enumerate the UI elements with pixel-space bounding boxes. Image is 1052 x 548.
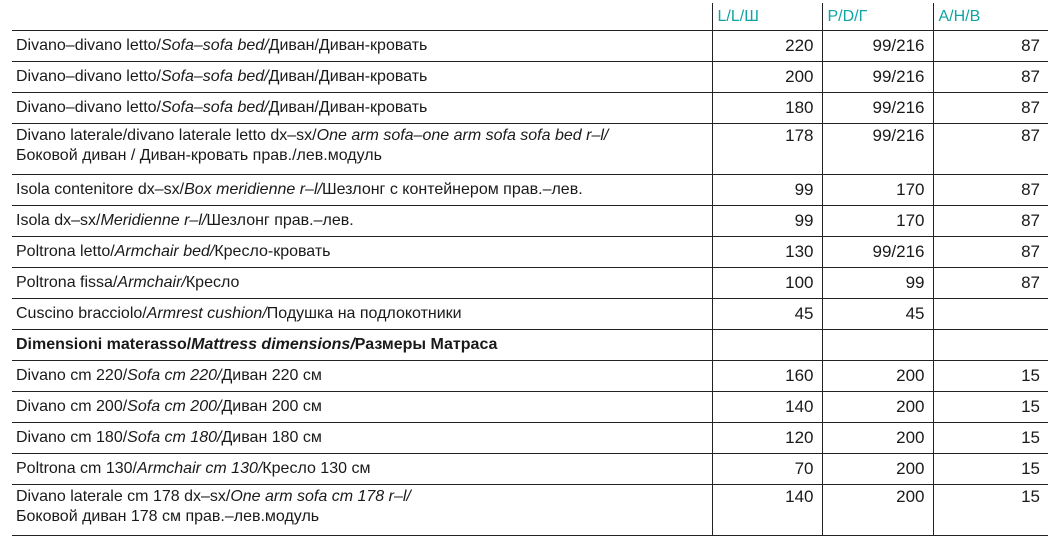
- description-english: Armchair cm 130/: [136, 460, 263, 477]
- value-height: 87: [933, 237, 1048, 268]
- value-height: 15: [933, 454, 1048, 485]
- value-length: 70: [712, 454, 822, 485]
- description-russian: Размеры Матраса: [354, 336, 498, 353]
- value-length: 160: [712, 361, 822, 392]
- description-italian: Divano–divano letto/: [16, 99, 161, 116]
- value-height: 87: [933, 62, 1048, 93]
- row-description: [12, 268, 712, 299]
- row-description: [12, 330, 712, 361]
- row-description: [12, 361, 712, 392]
- value-height: 15: [933, 392, 1048, 423]
- header-height: A/H/B: [933, 3, 1048, 31]
- table-row: [12, 175, 1048, 206]
- description-italian: Divano cm 220/: [16, 367, 128, 384]
- value-length: 220: [712, 31, 822, 62]
- value-length: 200: [712, 62, 822, 93]
- table-row: [12, 299, 1048, 330]
- value-depth: 99/216: [822, 31, 933, 62]
- description-italian: Poltrona letto/: [16, 243, 115, 260]
- row-description: [12, 31, 712, 62]
- value-height: 15: [933, 485, 1048, 536]
- description-italian: Isola dx–sx/: [16, 212, 101, 229]
- value-depth: 200: [822, 361, 933, 392]
- description-english: Armrest cushion/: [146, 305, 267, 322]
- value-length: 140: [712, 392, 822, 423]
- description-english: Armchair bed/: [114, 243, 215, 260]
- header-row: [12, 3, 1048, 31]
- row-description: [12, 124, 712, 175]
- description-italian: Divano laterale/divano laterale letto dx–sx/: [16, 127, 317, 144]
- value-length: 45: [712, 299, 822, 330]
- description-english: Box meridienne r–l/: [184, 181, 322, 198]
- description-english: Mattress dimensions/: [191, 336, 355, 353]
- row-description: [12, 175, 712, 206]
- header-length: L/L/Ш: [712, 3, 822, 31]
- row-description: [12, 392, 712, 423]
- description-russian: Кресло: [185, 274, 240, 291]
- row-description: [12, 454, 712, 485]
- value-height: [933, 330, 1048, 361]
- dimensions-table: [12, 3, 1048, 536]
- description-russian: Диван 180 см: [221, 429, 322, 446]
- value-depth: 99/216: [822, 237, 933, 268]
- table-row: [12, 485, 1048, 536]
- description-russian: Диван/Диван-кровать: [268, 37, 428, 54]
- value-depth: 200: [822, 423, 933, 454]
- value-height: 87: [933, 93, 1048, 124]
- table-row: [12, 237, 1048, 268]
- row-description: [12, 206, 712, 237]
- value-length: 99: [712, 175, 822, 206]
- value-height: [933, 299, 1048, 330]
- description-english: One arm sofa–one arm sofa sofa bed r–l/: [316, 127, 609, 144]
- description-italian: Divano–divano letto/: [16, 68, 161, 85]
- description-italian: Divano laterale cm 178 dx–sx/: [16, 488, 231, 505]
- description-russian: Боковой диван / Диван-кровать прав./лев.модуль: [16, 147, 382, 164]
- value-depth: 170: [822, 175, 933, 206]
- value-height: 87: [933, 31, 1048, 62]
- section-row: [12, 330, 1048, 361]
- description-english: Sofa–sofa bed/: [160, 99, 269, 116]
- description-italian: Dimensioni materasso/: [16, 336, 192, 353]
- description-russian: Шезлонг прав.–лев.: [206, 212, 354, 229]
- dimensions-sheet: [12, 3, 1048, 536]
- description-russian: Шезлонг с контейнером прав.–лев.: [321, 181, 583, 198]
- description-english: Sofa cm 220/: [127, 367, 222, 384]
- value-height: 87: [933, 124, 1048, 175]
- table-header: [12, 3, 1048, 31]
- row-description: [12, 299, 712, 330]
- value-depth: 45: [822, 299, 933, 330]
- value-height: 87: [933, 175, 1048, 206]
- value-length: 99: [712, 206, 822, 237]
- value-depth: 99/216: [822, 62, 933, 93]
- description-russian: Диван 220 см: [221, 367, 322, 384]
- description-italian: Divano cm 200/: [16, 398, 128, 415]
- table-row: [12, 392, 1048, 423]
- description-russian: Диван/Диван-кровать: [268, 68, 428, 85]
- row-description: [12, 93, 712, 124]
- value-length: [712, 330, 822, 361]
- description-italian: Divano–divano letto/: [16, 37, 161, 54]
- description-english: Sofa–sofa bed/: [160, 37, 269, 54]
- table-row: [12, 268, 1048, 299]
- table-row: [12, 31, 1048, 62]
- header-description: [12, 3, 712, 31]
- table-row: [12, 423, 1048, 454]
- description-italian: Cuscino bracciolo/: [16, 305, 147, 322]
- value-length: 140: [712, 485, 822, 536]
- value-depth: 99: [822, 268, 933, 299]
- row-description: [12, 485, 712, 536]
- description-russian: Боковой диван 178 см прав.–лев.модуль: [16, 508, 320, 525]
- value-depth: 170: [822, 206, 933, 237]
- value-height: 87: [933, 206, 1048, 237]
- table-row: [12, 206, 1048, 237]
- value-length: 120: [712, 423, 822, 454]
- value-depth: 200: [822, 485, 933, 536]
- description-english: Sofa–sofa bed/: [160, 68, 269, 85]
- table-row: [12, 361, 1048, 392]
- description-italian: Isola contenitore dx–sx/: [16, 181, 185, 198]
- description-russian: Кресло-кровать: [214, 243, 331, 260]
- description-english: One arm sofa cm 178 r–l/: [230, 488, 411, 505]
- row-description: [12, 423, 712, 454]
- description-english: Sofa cm 180/: [127, 429, 222, 446]
- header-depth: P/D/Г: [822, 3, 933, 31]
- value-depth: 200: [822, 454, 933, 485]
- value-height: 15: [933, 423, 1048, 454]
- description-russian: Диван 200 см: [221, 398, 322, 415]
- table-row: [12, 454, 1048, 485]
- table-body: [12, 31, 1048, 536]
- value-depth: [822, 330, 933, 361]
- description-russian: Диван/Диван-кровать: [268, 99, 428, 116]
- value-depth: 99/216: [822, 93, 933, 124]
- value-height: 87: [933, 268, 1048, 299]
- description-italian: Divano cm 180/: [16, 429, 128, 446]
- value-height: 15: [933, 361, 1048, 392]
- value-depth: 200: [822, 392, 933, 423]
- value-length: 100: [712, 268, 822, 299]
- value-length: 130: [712, 237, 822, 268]
- description-english: Sofa cm 200/: [127, 398, 222, 415]
- table-row: [12, 62, 1048, 93]
- table-row: [12, 93, 1048, 124]
- value-depth: 99/216: [822, 124, 933, 175]
- value-length: 180: [712, 93, 822, 124]
- description-russian: Подушка на подлокотники: [266, 305, 462, 322]
- row-description: [12, 62, 712, 93]
- description-italian: Poltrona fissa/: [16, 274, 118, 291]
- description-italian: Poltrona cm 130/: [16, 460, 137, 477]
- description-english: Meridienne r–l/: [100, 212, 207, 229]
- description-english: Armchair/: [117, 274, 186, 291]
- value-length: 178: [712, 124, 822, 175]
- row-description: [12, 237, 712, 268]
- table-row: [12, 124, 1048, 175]
- description-russian: Кресло 130 см: [262, 460, 371, 477]
